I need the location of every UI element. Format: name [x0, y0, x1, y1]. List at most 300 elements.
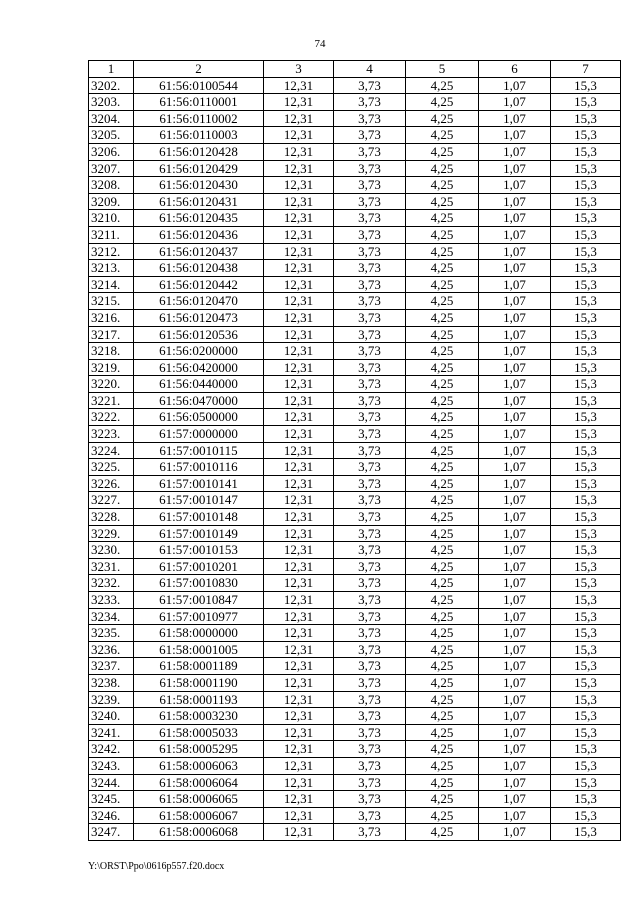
table-cell: 3243. — [89, 757, 134, 774]
table-cell: 4,25 — [406, 160, 479, 177]
table-row — [89, 376, 621, 393]
table-cell: 3239. — [89, 691, 134, 708]
column-header: 3 — [264, 61, 334, 78]
column-header: 6 — [479, 61, 551, 78]
table-row — [89, 824, 621, 841]
table-cell: 1,07 — [479, 193, 551, 210]
table-cell: 1,07 — [479, 359, 551, 376]
table-cell: 15,3 — [551, 309, 621, 326]
table-row — [89, 77, 621, 94]
table-cell: 3211. — [89, 226, 134, 243]
table-cell: 61:56:0120428 — [134, 143, 264, 160]
table-cell: 15,3 — [551, 459, 621, 476]
table-cell: 61:58:0006065 — [134, 791, 264, 808]
table-cell: 61:58:0006068 — [134, 824, 264, 841]
table-cell: 61:57:0010977 — [134, 608, 264, 625]
table-row — [89, 575, 621, 592]
table-cell: 12,31 — [264, 542, 334, 559]
table-cell: 15,3 — [551, 625, 621, 642]
table-cell: 1,07 — [479, 492, 551, 509]
table-cell: 3,73 — [334, 243, 406, 260]
table-cell: 1,07 — [479, 343, 551, 360]
table-cell: 61:58:0006064 — [134, 774, 264, 791]
table-cell: 12,31 — [264, 210, 334, 227]
table-cell: 3202. — [89, 77, 134, 94]
table-cell: 12,31 — [264, 525, 334, 542]
table-cell: 1,07 — [479, 260, 551, 277]
table-cell: 3,73 — [334, 326, 406, 343]
table-cell: 61:56:0120429 — [134, 160, 264, 177]
table-cell: 3245. — [89, 791, 134, 808]
table-cell: 3,73 — [334, 757, 406, 774]
table-row — [89, 625, 621, 642]
table-cell: 3,73 — [334, 509, 406, 526]
table-cell: 1,07 — [479, 608, 551, 625]
table-cell: 15,3 — [551, 724, 621, 741]
table-cell: 15,3 — [551, 542, 621, 559]
table-cell: 15,3 — [551, 94, 621, 111]
column-header: 5 — [406, 61, 479, 78]
table-cell: 3,73 — [334, 592, 406, 609]
table-cell: 15,3 — [551, 592, 621, 609]
table-cell: 3213. — [89, 260, 134, 277]
table-cell: 15,3 — [551, 193, 621, 210]
table-cell: 61:58:0001189 — [134, 658, 264, 675]
column-header: 4 — [334, 61, 406, 78]
table-cell: 15,3 — [551, 509, 621, 526]
table-cell: 12,31 — [264, 641, 334, 658]
column-header: 2 — [134, 61, 264, 78]
table-cell: 12,31 — [264, 658, 334, 675]
table-row — [89, 127, 621, 144]
table-cell: 15,3 — [551, 492, 621, 509]
table-cell: 4,25 — [406, 509, 479, 526]
table-cell: 3,73 — [334, 542, 406, 559]
table-cell: 15,3 — [551, 226, 621, 243]
page-number: 74 — [314, 38, 326, 50]
table-cell: 3240. — [89, 708, 134, 725]
table-cell: 4,25 — [406, 791, 479, 808]
table-cell: 15,3 — [551, 774, 621, 791]
table-cell: 12,31 — [264, 326, 334, 343]
table-row — [89, 509, 621, 526]
table-cell: 61:56:0120431 — [134, 193, 264, 210]
table-cell: 4,25 — [406, 641, 479, 658]
table-cell: 1,07 — [479, 542, 551, 559]
table-cell: 1,07 — [479, 641, 551, 658]
table-cell: 15,3 — [551, 741, 621, 758]
table-cell: 3,73 — [334, 276, 406, 293]
table-cell: 61:58:0006067 — [134, 807, 264, 824]
table-cell: 61:58:0001193 — [134, 691, 264, 708]
table-cell: 15,3 — [551, 658, 621, 675]
table-row — [89, 641, 621, 658]
table-cell: 4,25 — [406, 757, 479, 774]
table-row — [89, 475, 621, 492]
table-cell: 4,25 — [406, 409, 479, 426]
table-cell: 61:57:0000000 — [134, 426, 264, 443]
table-cell: 1,07 — [479, 143, 551, 160]
table-cell: 12,31 — [264, 509, 334, 526]
table-cell: 15,3 — [551, 177, 621, 194]
table-cell: 3219. — [89, 359, 134, 376]
table-cell: 61:56:0120442 — [134, 276, 264, 293]
table-cell: 3,73 — [334, 210, 406, 227]
table-cell: 61:58:0003230 — [134, 708, 264, 725]
table-row — [89, 807, 621, 824]
table-body — [89, 77, 621, 840]
table-cell: 3212. — [89, 243, 134, 260]
table-cell: 3,73 — [334, 691, 406, 708]
table-cell: 4,25 — [406, 708, 479, 725]
table-cell: 61:57:0010847 — [134, 592, 264, 609]
table-row — [89, 492, 621, 509]
table-row — [89, 426, 621, 443]
table-cell: 1,07 — [479, 426, 551, 443]
table-cell: 4,25 — [406, 326, 479, 343]
table-cell: 15,3 — [551, 608, 621, 625]
table-cell: 4,25 — [406, 608, 479, 625]
table-cell: 1,07 — [479, 276, 551, 293]
table-cell: 4,25 — [406, 94, 479, 111]
table-cell: 3,73 — [334, 193, 406, 210]
column-header: 7 — [551, 61, 621, 78]
table-cell: 61:56:0440000 — [134, 376, 264, 393]
table-row — [89, 459, 621, 476]
table-cell: 3,73 — [334, 575, 406, 592]
table-row — [89, 608, 621, 625]
table-row — [89, 542, 621, 559]
table-row — [89, 309, 621, 326]
table-cell: 12,31 — [264, 77, 334, 94]
table-cell: 4,25 — [406, 558, 479, 575]
table-cell: 4,25 — [406, 691, 479, 708]
table-cell: 3,73 — [334, 791, 406, 808]
table-cell: 3234. — [89, 608, 134, 625]
table-row — [89, 392, 621, 409]
table-row — [89, 193, 621, 210]
table-cell: 61:58:0006063 — [134, 757, 264, 774]
table-cell: 3,73 — [334, 459, 406, 476]
table-cell: 3,73 — [334, 177, 406, 194]
table-row — [89, 674, 621, 691]
table-row — [89, 708, 621, 725]
table-cell: 3235. — [89, 625, 134, 642]
table-cell: 1,07 — [479, 376, 551, 393]
table-cell: 1,07 — [479, 226, 551, 243]
table-cell: 3,73 — [334, 260, 406, 277]
table-cell: 15,3 — [551, 442, 621, 459]
table-cell: 4,25 — [406, 459, 479, 476]
table-cell: 15,3 — [551, 127, 621, 144]
table-cell: 3224. — [89, 442, 134, 459]
table-cell: 3232. — [89, 575, 134, 592]
table-row — [89, 276, 621, 293]
table-cell: 1,07 — [479, 293, 551, 310]
table-cell: 1,07 — [479, 757, 551, 774]
table-cell: 1,07 — [479, 392, 551, 409]
table-cell: 3,73 — [334, 475, 406, 492]
table-cell: 1,07 — [479, 575, 551, 592]
table-cell: 12,31 — [264, 343, 334, 360]
table-cell: 1,07 — [479, 691, 551, 708]
table-cell: 1,07 — [479, 94, 551, 111]
table-cell: 3,73 — [334, 525, 406, 542]
table-cell: 1,07 — [479, 160, 551, 177]
table-cell: 12,31 — [264, 824, 334, 841]
table-cell: 12,31 — [264, 575, 334, 592]
table-cell: 3,73 — [334, 442, 406, 459]
table-cell: 12,31 — [264, 492, 334, 509]
table-cell: 1,07 — [479, 210, 551, 227]
table-cell: 3229. — [89, 525, 134, 542]
table-cell: 3241. — [89, 724, 134, 741]
table-cell: 3205. — [89, 127, 134, 144]
table-cell: 3,73 — [334, 674, 406, 691]
table-cell: 3247. — [89, 824, 134, 841]
table-cell: 61:58:0001190 — [134, 674, 264, 691]
table-row — [89, 592, 621, 609]
table-cell: 12,31 — [264, 143, 334, 160]
table-cell: 1,07 — [479, 509, 551, 526]
table-header-row — [89, 61, 621, 78]
table-cell: 12,31 — [264, 774, 334, 791]
table-cell: 3215. — [89, 293, 134, 310]
table-cell: 12,31 — [264, 127, 334, 144]
table-cell: 3227. — [89, 492, 134, 509]
table-cell: 61:57:0010153 — [134, 542, 264, 559]
table-cell: 4,25 — [406, 774, 479, 791]
table-cell: 61:56:0420000 — [134, 359, 264, 376]
table-cell: 4,25 — [406, 376, 479, 393]
table-row — [89, 226, 621, 243]
table-cell: 3216. — [89, 309, 134, 326]
table-cell: 4,25 — [406, 592, 479, 609]
table-cell: 3,73 — [334, 226, 406, 243]
table-cell: 4,25 — [406, 575, 479, 592]
table-cell: 3237. — [89, 658, 134, 675]
table-row — [89, 525, 621, 542]
table-cell: 15,3 — [551, 326, 621, 343]
table-cell: 3238. — [89, 674, 134, 691]
table-cell: 15,3 — [551, 77, 621, 94]
table-cell: 15,3 — [551, 475, 621, 492]
table-cell: 3217. — [89, 326, 134, 343]
table-cell: 3,73 — [334, 309, 406, 326]
table-cell: 3,73 — [334, 608, 406, 625]
table-cell: 3,73 — [334, 293, 406, 310]
table-cell: 1,07 — [479, 243, 551, 260]
table-cell: 61:56:0120536 — [134, 326, 264, 343]
table-cell: 1,07 — [479, 77, 551, 94]
table-cell: 15,3 — [551, 807, 621, 824]
table-cell: 3233. — [89, 592, 134, 609]
table-cell: 3223. — [89, 426, 134, 443]
table-cell: 61:56:0110003 — [134, 127, 264, 144]
table-cell: 4,25 — [406, 210, 479, 227]
table-cell: 4,25 — [406, 542, 479, 559]
table-cell: 4,25 — [406, 243, 479, 260]
table-cell: 1,07 — [479, 658, 551, 675]
table-row — [89, 293, 621, 310]
table-cell: 15,3 — [551, 674, 621, 691]
table-row — [89, 94, 621, 111]
table-cell: 12,31 — [264, 260, 334, 277]
table-cell: 3,73 — [334, 774, 406, 791]
table-cell: 3242. — [89, 741, 134, 758]
table-cell: 15,3 — [551, 708, 621, 725]
table-cell: 12,31 — [264, 177, 334, 194]
table-row — [89, 741, 621, 758]
table-cell: 15,3 — [551, 558, 621, 575]
table-cell: 4,25 — [406, 807, 479, 824]
table-cell: 61:56:0470000 — [134, 392, 264, 409]
table-cell: 61:58:0001005 — [134, 641, 264, 658]
table-cell: 4,25 — [406, 193, 479, 210]
table-cell: 4,25 — [406, 475, 479, 492]
table-cell: 4,25 — [406, 658, 479, 675]
table-cell: 61:56:0120435 — [134, 210, 264, 227]
table-cell: 1,07 — [479, 475, 551, 492]
table-cell: 61:57:0010147 — [134, 492, 264, 509]
table-cell: 4,25 — [406, 724, 479, 741]
table-cell: 1,07 — [479, 309, 551, 326]
table-cell: 1,07 — [479, 807, 551, 824]
table-cell: 15,3 — [551, 641, 621, 658]
table-cell: 61:57:0010148 — [134, 509, 264, 526]
table-cell: 12,31 — [264, 592, 334, 609]
table-cell: 3236. — [89, 641, 134, 658]
table-cell: 3246. — [89, 807, 134, 824]
table-cell: 1,07 — [479, 774, 551, 791]
table-cell: 3,73 — [334, 426, 406, 443]
table-row — [89, 260, 621, 277]
table-cell: 3226. — [89, 475, 134, 492]
table-cell: 3,73 — [334, 625, 406, 642]
table-row — [89, 774, 621, 791]
table-cell: 15,3 — [551, 143, 621, 160]
table-cell: 61:56:0120436 — [134, 226, 264, 243]
table-cell: 61:58:0005295 — [134, 741, 264, 758]
table-cell: 12,31 — [264, 741, 334, 758]
table-cell: 3,73 — [334, 641, 406, 658]
table-cell: 15,3 — [551, 575, 621, 592]
table-cell: 61:57:0010115 — [134, 442, 264, 459]
table-cell: 12,31 — [264, 193, 334, 210]
table-row — [89, 160, 621, 177]
table-cell: 61:58:0005033 — [134, 724, 264, 741]
table-row — [89, 658, 621, 675]
table-cell: 61:57:0010149 — [134, 525, 264, 542]
table-cell: 61:56:0120470 — [134, 293, 264, 310]
table-cell: 12,31 — [264, 376, 334, 393]
table-cell: 3,73 — [334, 824, 406, 841]
table-cell: 12,31 — [264, 426, 334, 443]
table-cell: 3,73 — [334, 409, 406, 426]
table-cell: 3,73 — [334, 492, 406, 509]
table-cell: 1,07 — [479, 558, 551, 575]
table-cell: 61:56:0500000 — [134, 409, 264, 426]
table-cell: 4,25 — [406, 492, 479, 509]
table-cell: 15,3 — [551, 260, 621, 277]
table-cell: 12,31 — [264, 110, 334, 127]
table-cell: 3230. — [89, 542, 134, 559]
table-cell: 61:56:0110002 — [134, 110, 264, 127]
table-cell: 3,73 — [334, 343, 406, 360]
table-cell: 12,31 — [264, 475, 334, 492]
table-cell: 61:56:0200000 — [134, 343, 264, 360]
table-row — [89, 343, 621, 360]
table-cell: 4,25 — [406, 177, 479, 194]
table-cell: 4,25 — [406, 625, 479, 642]
table-cell: 61:56:0100544 — [134, 77, 264, 94]
table-cell: 12,31 — [264, 691, 334, 708]
table-cell: 1,07 — [479, 442, 551, 459]
table-row — [89, 757, 621, 774]
table-cell: 12,31 — [264, 459, 334, 476]
file-path-footer: Y:\ORST\Ppo\0616p557.f20.docx — [88, 861, 225, 872]
table-cell: 3,73 — [334, 558, 406, 575]
table-row — [89, 177, 621, 194]
table-cell: 12,31 — [264, 160, 334, 177]
table-cell: 4,25 — [406, 426, 479, 443]
table-cell: 61:57:0010116 — [134, 459, 264, 476]
table-cell: 3,73 — [334, 359, 406, 376]
table-cell: 3,73 — [334, 724, 406, 741]
table-cell: 12,31 — [264, 276, 334, 293]
table-cell: 15,3 — [551, 293, 621, 310]
table-cell: 1,07 — [479, 741, 551, 758]
table-cell: 4,25 — [406, 276, 479, 293]
table-cell: 12,31 — [264, 625, 334, 642]
table-cell: 3210. — [89, 210, 134, 227]
table-cell: 1,07 — [479, 791, 551, 808]
table-cell: 4,25 — [406, 110, 479, 127]
table-row — [89, 359, 621, 376]
table-cell: 4,25 — [406, 77, 479, 94]
table-cell: 61:57:0010830 — [134, 575, 264, 592]
table-cell: 15,3 — [551, 691, 621, 708]
table-cell: 4,25 — [406, 309, 479, 326]
table-cell: 15,3 — [551, 409, 621, 426]
table-cell: 12,31 — [264, 708, 334, 725]
table-cell: 1,07 — [479, 625, 551, 642]
table-cell: 1,07 — [479, 177, 551, 194]
table-cell: 3228. — [89, 509, 134, 526]
table-cell: 3221. — [89, 392, 134, 409]
table-row — [89, 243, 621, 260]
table-cell: 15,3 — [551, 359, 621, 376]
table-cell: 1,07 — [479, 127, 551, 144]
table-cell: 3208. — [89, 177, 134, 194]
table-cell: 3206. — [89, 143, 134, 160]
table-cell: 4,25 — [406, 293, 479, 310]
table-cell: 3,73 — [334, 94, 406, 111]
table-row — [89, 442, 621, 459]
table-cell: 1,07 — [479, 525, 551, 542]
table-cell: 15,3 — [551, 426, 621, 443]
table-cell: 15,3 — [551, 160, 621, 177]
table-row — [89, 691, 621, 708]
table-cell: 12,31 — [264, 608, 334, 625]
table-cell: 3,73 — [334, 127, 406, 144]
table-cell: 12,31 — [264, 309, 334, 326]
table-cell: 4,25 — [406, 226, 479, 243]
table-cell: 15,3 — [551, 791, 621, 808]
table-cell: 4,25 — [406, 359, 479, 376]
table-cell: 3,73 — [334, 807, 406, 824]
table-cell: 3,73 — [334, 708, 406, 725]
